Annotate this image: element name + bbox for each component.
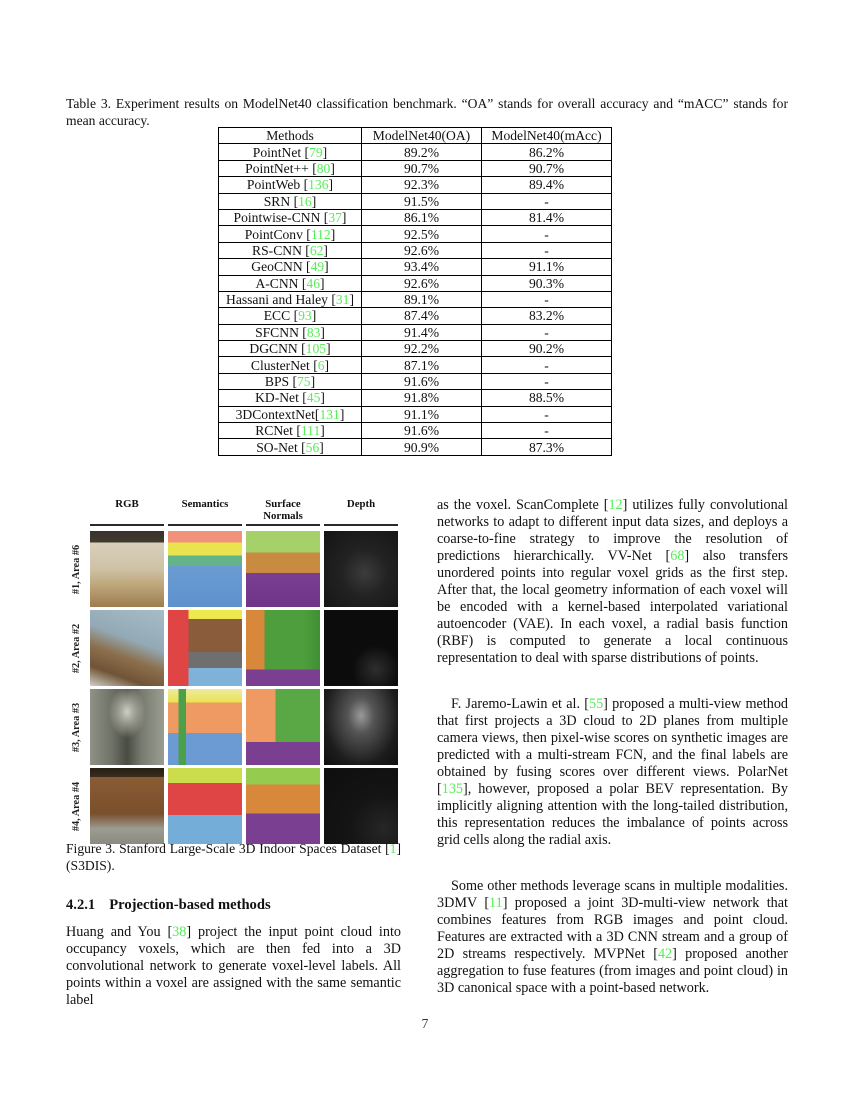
figure-image-cell	[246, 768, 320, 844]
body-paragraph-right-2: F. Jaremo-Lawin et al. [55] proposed a multi-view method that first projects a 3D cloud to 2D planes from multiple camera views, then pixel-wise scores on synthetic images are predicted with a multi-stream FCN, and the final labels are obtained by fusing scores over different views. PolarNet [135], however, proposed a polar BEV representation. By implicitly aligning attention with the long-tailed distribution, this representation reduces the imbalance of points across grid cells along the radial axis.	[437, 696, 789, 848]
macc-cell: 87.3%	[482, 439, 612, 455]
table-row	[219, 209, 612, 225]
citation-number: 79	[309, 144, 323, 160]
table-row	[219, 390, 612, 406]
figure-image-cell	[90, 689, 164, 765]
citation-number: 46	[306, 275, 321, 291]
method-cell: Hassani and Haley [31]	[219, 291, 362, 307]
citation-number: 12	[608, 497, 623, 513]
oa-cell: 87.4%	[362, 308, 482, 324]
macc-cell: 90.2%	[482, 341, 612, 357]
method-cell: SO-Net [56]	[219, 439, 362, 455]
method-cell: KD-Net [45]	[219, 390, 362, 406]
figure-row-label: #1, Area #6	[71, 544, 83, 594]
page-number: 7	[421, 1016, 429, 1031]
citation-number: 38	[172, 924, 187, 940]
macc-cell: 83.2%	[482, 308, 612, 324]
column-header-macc: ModelNet40(mAcc)	[482, 128, 612, 144]
citation-number: 111	[300, 423, 321, 439]
figure-column-header: Semantics	[168, 498, 242, 526]
figure-row-label: #2, Area #2	[71, 623, 83, 673]
table-row	[219, 144, 612, 160]
macc-cell: -	[482, 373, 612, 389]
table-row	[219, 193, 612, 209]
citation-number: 83	[306, 324, 321, 340]
figure-column-header: Depth	[324, 498, 398, 526]
macc-cell: 89.4%	[482, 177, 612, 193]
table-row	[219, 439, 612, 455]
citation-number: 112	[310, 226, 331, 242]
macc-cell: -	[482, 242, 612, 258]
table-row	[219, 406, 612, 422]
oa-cell: 92.2%	[362, 341, 482, 357]
section-number: 4.2.1	[66, 897, 96, 913]
citation-number: 45	[306, 390, 321, 406]
oa-cell: 89.2%	[362, 144, 482, 160]
figure-image-cell	[90, 531, 164, 607]
column-header-oa: ModelNet40(OA)	[362, 128, 482, 144]
figure-image-cell	[246, 689, 320, 765]
citation-number: 37	[328, 210, 342, 226]
figure-row-label: #4, Area #4	[71, 781, 83, 831]
oa-cell: 91.5%	[362, 193, 482, 209]
figure-image-cell	[90, 610, 164, 686]
oa-cell: 91.6%	[362, 423, 482, 439]
method-cell: SFCNN [83]	[219, 324, 362, 340]
method-cell: A-CNN [46]	[219, 275, 362, 291]
oa-cell: 92.6%	[362, 242, 482, 258]
table-row	[219, 259, 612, 275]
method-cell: GeoCNN [49]	[219, 259, 362, 275]
macc-cell: 90.7%	[482, 160, 612, 176]
body-paragraph-left: Huang and You [38] project the input point cloud into occupancy voxels, which are then fed into a 3D convolutional network to generate voxel-level labels. All points within a voxel are assigned with the same semantic label	[66, 924, 401, 1008]
table-row	[219, 341, 612, 357]
oa-cell: 91.8%	[362, 390, 482, 406]
table-row	[219, 308, 612, 324]
column-header-methods: Methods	[219, 128, 362, 144]
method-cell: ECC [93]	[219, 308, 362, 324]
table-row	[219, 160, 612, 176]
figure-image-cell	[246, 610, 320, 686]
macc-cell: -	[482, 226, 612, 242]
figure-image-cell	[168, 610, 242, 686]
oa-cell: 87.1%	[362, 357, 482, 373]
figure-image-cell	[324, 610, 398, 686]
citation-number: 11	[489, 895, 503, 911]
table-row	[219, 275, 612, 291]
method-cell: RCNet [111]	[219, 423, 362, 439]
table-row	[219, 291, 612, 307]
citation-number: 136	[308, 177, 329, 193]
figure-column-header: Surface Normals	[246, 498, 320, 526]
results-table	[218, 127, 612, 456]
method-cell: DGCNN [105]	[219, 341, 362, 357]
figure-image-cell	[246, 531, 320, 607]
figure-caption: Figure 3. Stanford Large-Scale 3D Indoor Spaces Dataset [1] (S3DIS).	[66, 841, 401, 873]
citation-number: 49	[310, 259, 325, 275]
oa-cell: 91.4%	[362, 324, 482, 340]
figure-image-cell	[168, 768, 242, 844]
figure-image-cell	[90, 768, 164, 844]
method-cell: 3DContextNet[131]	[219, 406, 362, 422]
citation-number: 42	[657, 946, 673, 962]
method-cell: PointNet++ [80]	[219, 160, 362, 176]
table-row	[219, 357, 612, 373]
citation-number: 105	[305, 341, 327, 357]
citation-number: 93	[298, 308, 312, 324]
figure-image-cell	[324, 531, 398, 607]
citation-number: 131	[319, 406, 340, 422]
figure-image-cell	[168, 531, 242, 607]
macc-cell: -	[482, 193, 612, 209]
table-row	[219, 423, 612, 439]
method-cell: Pointwise-CNN [37]	[219, 209, 362, 225]
method-cell: RS-CNN [62]	[219, 242, 362, 258]
section-heading	[66, 897, 271, 914]
body-paragraph-right-1: as the voxel. ScanComplete [12] utilizes fully convolutional networks to adapt to different input data sizes, and deploys a coarse-to-fine strategy to improve the resolution of predictions hierarchically. VV-Net [68] also transfers unordered points into regular voxel grids as the first step. After that, the local geometry information of each voxel will be encoded with a kernel-based interpolated variational autoencoder (VAE). In each voxel, a radial basis function (RBF) is computed to generate a local continuous representation to deal with sparse distributions of points.	[437, 497, 788, 666]
oa-cell: 90.7%	[362, 160, 482, 176]
figure-row	[64, 610, 402, 686]
figure-image-cell	[324, 689, 398, 765]
figure-column-header: RGB	[90, 498, 164, 526]
oa-cell: 89.1%	[362, 291, 482, 307]
table-row	[219, 177, 612, 193]
macc-cell: -	[482, 357, 612, 373]
oa-cell: 92.6%	[362, 275, 482, 291]
citation-number: 62	[309, 242, 324, 258]
method-cell: PointNet [79]	[219, 144, 362, 160]
figure-row	[64, 768, 402, 844]
oa-cell: 90.9%	[362, 439, 482, 455]
method-cell: ClusterNet [6]	[219, 357, 362, 373]
table-header-row	[219, 128, 612, 144]
section-title: Projection-based methods	[109, 897, 271, 913]
oa-cell: 92.3%	[362, 177, 482, 193]
body-paragraph-right-3: Some other methods leverage scans in multiple modalities. 3DMV [11] proposed a joint 3D-multi-view network that combines features from RGB images and point cloud. Features are extracted with a 3D CNN stream and a group of 2D streams respectively. MVPNet [42] proposed another aggregation to fuse features (from images and point cloud) in 3D canonical space with a point-based network.	[437, 878, 788, 996]
macc-cell: 88.5%	[482, 390, 612, 406]
macc-cell: 91.1%	[482, 259, 612, 275]
figure-row	[64, 689, 402, 765]
table-row	[219, 324, 612, 340]
citation-number: 68	[670, 548, 685, 564]
figure-3	[64, 498, 402, 847]
method-cell: PointWeb [136]	[219, 177, 362, 193]
method-cell: PointConv [112]	[219, 226, 362, 242]
macc-cell: 86.2%	[482, 144, 612, 160]
figure-image-cell	[168, 689, 242, 765]
oa-cell: 86.1%	[362, 209, 482, 225]
citation-number: 80	[316, 160, 331, 176]
figure-column-headers	[90, 498, 402, 526]
table-row	[219, 242, 612, 258]
citation-number: 1	[389, 841, 397, 856]
macc-cell: 81.4%	[482, 209, 612, 225]
citation-number: 55	[588, 696, 604, 712]
figure-row	[64, 531, 402, 607]
citation-number: 135	[441, 781, 464, 797]
table-row	[219, 226, 612, 242]
citation-number: 16	[298, 193, 312, 209]
macc-cell: -	[482, 324, 612, 340]
oa-cell: 91.6%	[362, 373, 482, 389]
table-row	[219, 373, 612, 389]
citation-number: 56	[305, 439, 320, 455]
oa-cell: 91.1%	[362, 406, 482, 422]
figure-row-label: #3, Area #3	[71, 702, 83, 752]
table-caption: Table 3. Experiment results on ModelNet40 classification benchmark. “OA” stands for overall accuracy and “mACC” stands for mean accuracy.	[66, 96, 788, 128]
citation-number: 75	[297, 374, 311, 390]
citation-number: 6	[317, 357, 325, 373]
oa-cell: 92.5%	[362, 226, 482, 242]
macc-cell: -	[482, 291, 612, 307]
citation-number: 31	[335, 292, 350, 308]
macc-cell: 90.3%	[482, 275, 612, 291]
method-cell: BPS [75]	[219, 373, 362, 389]
macc-cell: -	[482, 406, 612, 422]
oa-cell: 93.4%	[362, 259, 482, 275]
macc-cell: -	[482, 423, 612, 439]
figure-image-cell	[324, 768, 398, 844]
method-cell: SRN [16]	[219, 193, 362, 209]
